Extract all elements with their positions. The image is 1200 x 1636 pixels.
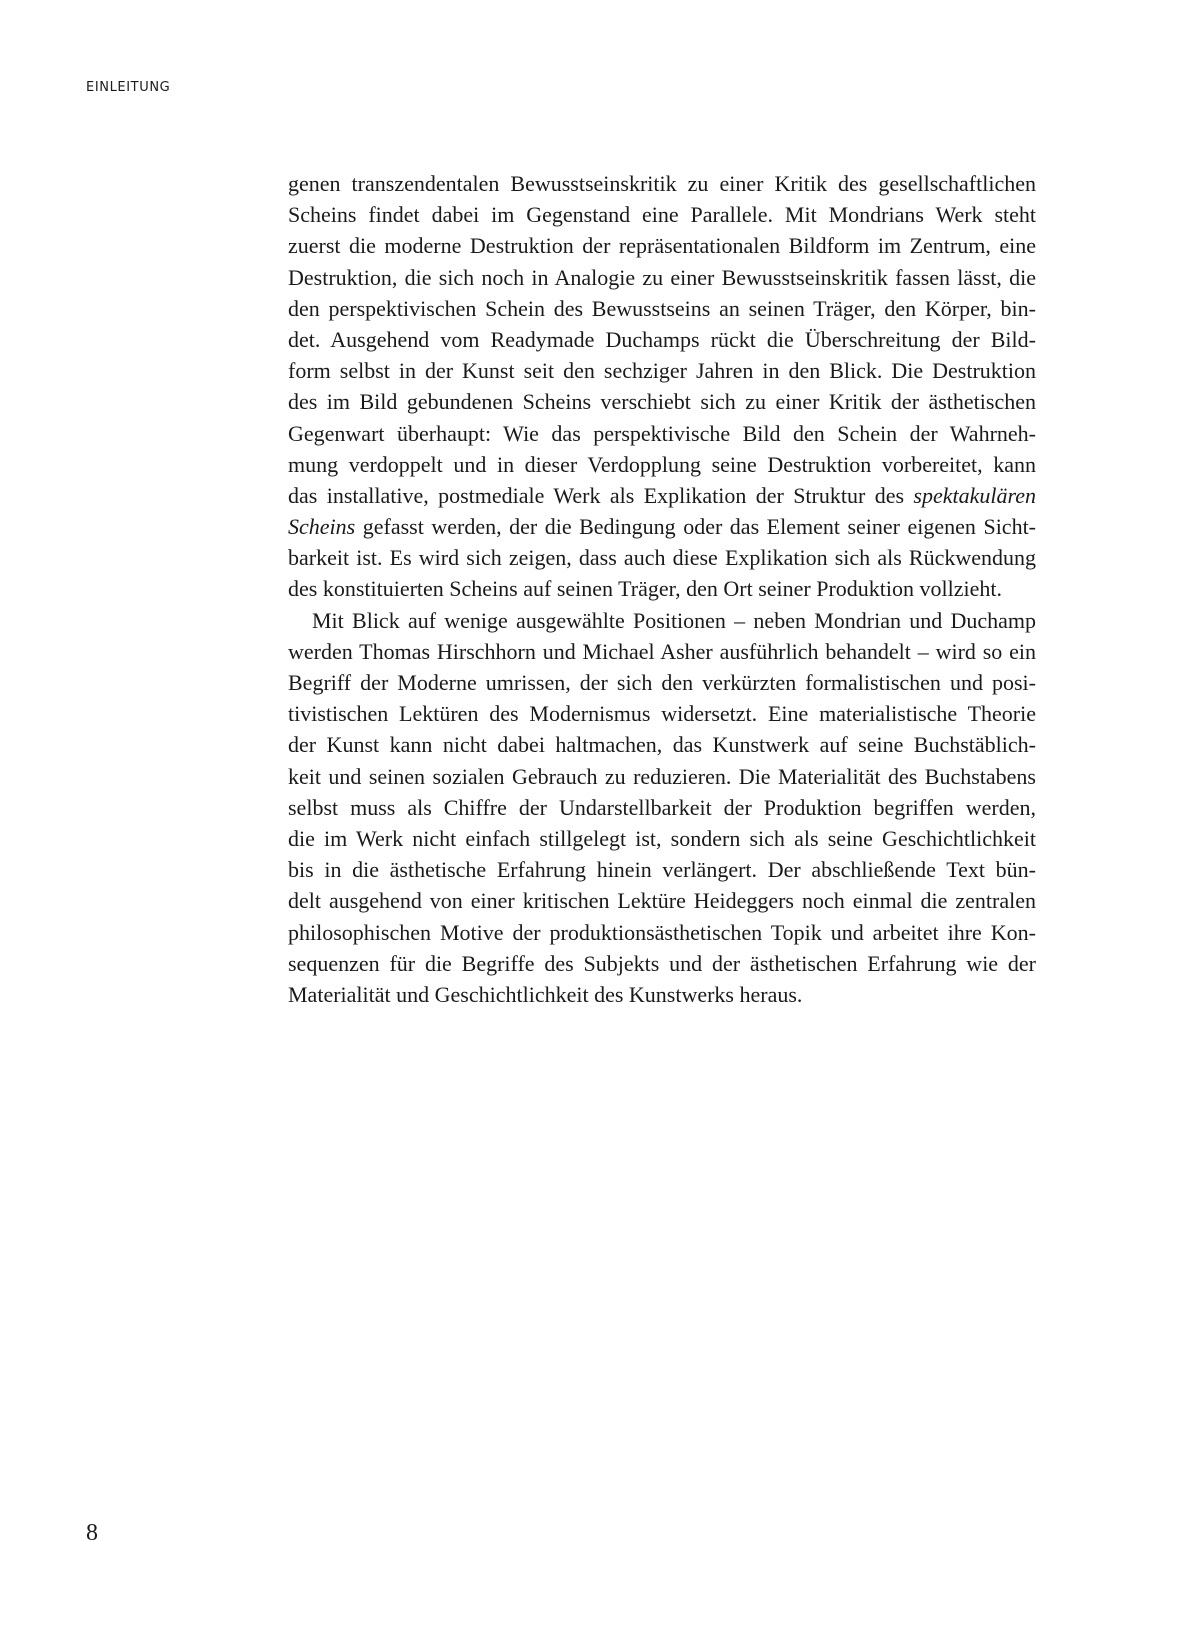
text-line: tivistischen Lektüren des Modernismus widersetzt. Eine materialistische Theorie [288,701,1036,727]
paragraph-1 [288,168,1036,605]
page-number: 8 [86,1520,98,1546]
text-line: mung verdoppelt und in dieser Verdopplung seine Destruktion vorbereitet, kann [288,451,1036,477]
running-head: EINLEITUNG [86,80,171,95]
text-line: werden Thomas Hirschhorn und Michael Asher ausführlich behandelt – wird so ein [288,638,1036,664]
text-line: form selbst in der Kunst seit den sechziger Jahren in den Blick. Die Destruktion [288,358,1036,384]
text-line: sequenzen für die Begriffe des Subjekts und der ästhetischen Erfahrung wie der [288,950,1036,976]
text-line: Scheins findet dabei im Gegenstand eine Parallele. Mit Mondrians Werk steht [288,202,1036,228]
text-line: Gegenwart überhaupt: Wie das perspektivische Bild den Schein der Wahrneh- [288,420,1036,446]
text-segment: gefasst werden, der die Bedingung oder das Element seiner eigenen Sicht- [362,514,1037,540]
text-line: Begriff der Moderne umrissen, der sich den verkürzten formalistischen und posi- [288,670,1036,695]
text-line: keit und seinen sozialen Gebrauch zu reduzieren. Die Materialität des Buchstabens [288,763,1036,789]
text-line: zuerst die moderne Destruktion der repräsentationalen Bildform im Zentrum, eine [288,233,1036,259]
text-line: bis in die ästhetische Erfahrung hinein verlängert. Der abschließende Text bün- [288,857,1036,883]
text-line: Mit Blick auf wenige ausgewählte Positionen – neben Mondrian und Duchamp [312,607,1036,633]
text-line: den perspektivischen Schein des Bewusstseins an seinen Träger, den Körper, bin- [288,295,1036,321]
paragraph-2 [288,605,1036,1010]
text-line: die im Werk nicht einfach stillgelegt ist, sondern sich als seine Geschichtlichkeit [288,825,1036,851]
text-line: delt ausgehend von einer kritischen Lektüre Heideggers noch einmal die zentralen [288,888,1036,914]
text-line: philosophischen Motive der produktionsästhetischen Topik und arbeitet ihre Kon- [288,919,1036,945]
text-segment: das installative, postmediale Werk als Explikation der Struktur des [288,482,905,508]
text-line: des im Bild gebundenen Scheins verschiebt sich zu einer Kritik der ästhetischen [288,389,1036,415]
text-line: Materialität und Geschichtlichkeit des Kunstwerks heraus. [288,981,803,1007]
body-text [288,168,1036,1010]
text-line [288,511,1036,542]
text-line: barkeit ist. Es wird sich zeigen, dass auch diese Explikation sich als Rückwendung [288,545,1036,571]
italic-term: Scheins [288,514,356,540]
text-line: det. Ausgehend vom Readymade Duchamps rückt die Überschreitung der Bild- [288,326,1036,352]
text-line: genen transzendentalen Bewusstseinskritik zu einer Kritik des gesellschaftlichen [288,171,1036,196]
text-line: der Kunst kann nicht dabei haltmachen, das Kunstwerk auf seine Buchstäblich- [288,732,1036,758]
text-line: des konstituierten Scheins auf seinen Träger, den Ort seiner Produktion vollzieht. [288,576,1002,602]
text-line [288,480,1036,511]
text-line: selbst muss als Chiffre der Undarstellbarkeit der Produktion begriffen werden, [288,794,1036,820]
italic-term: spektakulären [913,482,1037,508]
text-line: Destruktion, die sich noch in Analogie zu einer Bewusstseinskritik fassen lässt, die [288,264,1036,290]
